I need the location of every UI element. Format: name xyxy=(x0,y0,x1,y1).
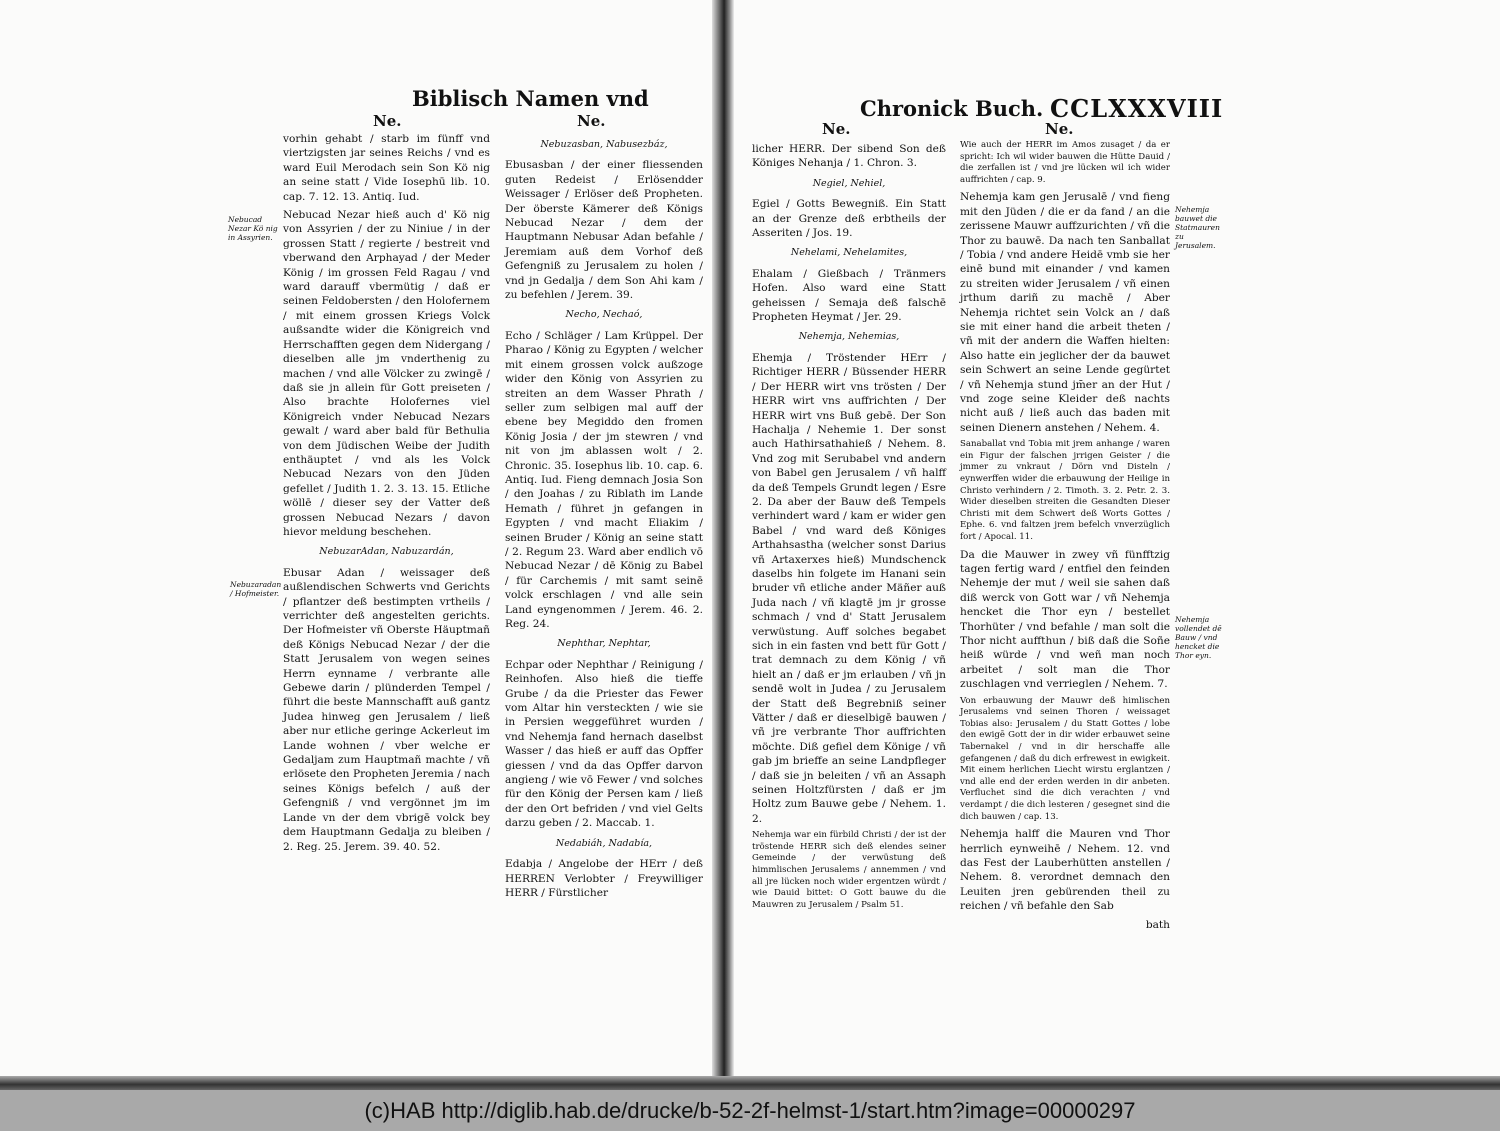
page-bottom-edge xyxy=(0,1076,1500,1090)
entry-nebucadnezar: Nebucad Nezar hieß auch d' Kö nig von Assyrien / der zu Niniue / in der grossen Statt / regierte / bestreit vnd vberwand den Arphayad / der Meder König / im grossen Feld Ragau / vnd ward darauff vbermütig / daß er seinen Feldobersten / den Holofernem / mit einem grossen Kriegs Volck außsandte wider die Königreich vnd Herrschafften gegen dem Nidergang / dieselben alle jm vnderthenig zu machen / vnd alle Völcker zu zwingē / daß sie jn allein für Gott preiseten / Also brachte Holofernes viel Königreich vnder Nebucad Nezars gewalt / ward aber bald für Bethulia von dem Jüdischen Weibe der Judith enthäuptet / vnd als les Volck Nebucad Nezars von den Jüden gefellet / Judith 1. 2. 3. 13. 15. Etliche wöllē / dieser sey der Vatter deß grossen Nebucad Nezars / davon hievor meldung beschehen. xyxy=(283,209,490,538)
left-running-head: Biblisch Namen vnd xyxy=(412,86,649,111)
column-4 xyxy=(960,140,1170,932)
entry-nebuzaradan: Ebusar Adan / weissager deß außlendischen Schwerts vnd Gerichts / pflantzer deß bestimpten vrtheils / verrichter deß angestelten gerichts. Der Hofmeister vñ Oberste Häuptmañ deß Königs Nebucad Nezar / der die Statt Jerusalem von wegen seines Herrn eynname / verbrante alle Gebewe darin / plünderden Tempel / führt die beste Mannschafft auß gantz Judea hinweg gen Jerusalem / ließ aber nur etliche geringe Ackerleut im Lande wohnen / vber welche er Gedaljam zum Hauptmañ machte / vñ erlösete den Propheten Jeremia / nach seines Königs befelch / auß der Gefengniß / vnd vergönnet jm im Lande vn der dem vbrigē volck bey dem Hauptmann Gedalja zu bleiben / 2. Reg. 25. Jerem. 39. 40. 52. xyxy=(283,566,490,853)
footer-credit: (c)HAB http://diglib.hab.de/drucke/b-52-2f-helmst-1/start.htm?image=00000297 xyxy=(364,1097,1136,1123)
entry-text: vorhin gehabt / starb im fünff vnd viertzigsten jar seines Reichs / vnd es ward Euil Merodach sein Son Kö nig an seine statt / Vide Iosephū lib. 10. cap. 7. 12. 13. Antiq. Iud. xyxy=(283,133,490,203)
entry-heading: Nehemja, Nehemias, xyxy=(798,331,900,343)
entry-note: Sanaballat vnd Tobia mit jrem anhange / waren ein Figur der falschen jrrigen Geister / die jmmer zu vnkraut / Dörn vnd Disteln / eynwerffen wider die erbauwung der Heilige in Christo verhindern / 2. Timoth. 3. 2. Petr. 2. 3. Wider dieselben streiten die Gesandten Dieser Christi mit dem Schwert deß Worts Gottes / Ephe. 6. vnd faltzen jrem befelch vnverzüglich fort / Apocal. 11. xyxy=(960,439,1170,543)
entry-heading: Negiel, Nehiel, xyxy=(812,177,886,189)
right-running-head: Chronick Buch. xyxy=(860,96,1044,121)
entry-heading: NebuzarAdan, Nabuzardán, xyxy=(319,546,454,558)
entry-text: Nehemja halff die Mauren vnd Thor herrlich eynweihē / Nehem. 12. vnd das Fest der Lauberhütten anstellen / Nehem. 8. verordnet demnach den Leuiten jren gebürenden theil zu reichen / vñ befahle den Sab xyxy=(960,828,1170,913)
column-head-3: Ne. xyxy=(822,120,851,138)
entry-nedabja: Edabja / Angelobe der HErr / deß HERREN Verlobter / Freywilliger HERR / Fürstlicher xyxy=(505,858,703,899)
entry-heading: Necho, Nechaó, xyxy=(565,309,643,321)
marginal-note: Nebuzaradan / Hofmeister. xyxy=(230,580,282,598)
folio-number: CCLXXXVIII xyxy=(1050,94,1224,123)
marginal-note: Nehemja vollendet dē Bauw / vnd hencket die Thor eyn. xyxy=(1175,615,1222,660)
marginal-note: Nehemja bauwet die Statmauren zu Jerusalem. xyxy=(1175,205,1220,250)
entry-heading: Nedabiáh, Nadabía, xyxy=(555,837,653,849)
entry-heading: Nephthar, Nephtar, xyxy=(557,638,651,650)
entry-note: Nehemja war ein fürbild Christi / der ist der tröstende HERR sich deß elendes seiner Gemeinde / der verwüstung deß himmlischen Jerusalems / annemmen / vnd all jre lücken noch wider ergentzen würdt / wie Dauid bittet: O Gott bauwe du die Mauwren zu Jerusalem / Psalm 51. xyxy=(752,830,946,910)
entry-text: licher HERR. Der sibend Son deß Königes Nehanja / 1. Chron. 3. xyxy=(752,143,946,170)
entry-text: Da die Mauwer in zwey vñ fünfftzig tagen fertig ward / entfiel den feinden Nehemje der mut / weil sie sahen daß diß werck von Gott war / vñ Nehemja hencket die Thor eyn / bestellet Thorhüter / vnd befahle / man solt die Thor nicht auffthun / biß daß die Soñe heiß würde / vnd weñ man noch arbeitet / solt man die Thor zuschlagen vnd verrieglen / Nehem. 7. xyxy=(960,548,1170,691)
entry-necho: Echo / Schläger / Lam Krüppel. Der Pharao / König zu Egypten / welcher mit einem grossen volck außzoge wider den König von Assyrien zu streiten an dem Wasser Phrath / seller zum selbigen mal auff der ebene bey Megiddo den fromen König Josia / der jm stewren / vnd nit von jm ablassen wolt / 2. Chronic. 35. Iosephus lib. 10. cap. 6. Antiq. Iud. Fieng demnach Josia Son / den Joahas / zu Riblath im Lande Hemath / führet jn gefangen in Egypten / vnd macht Eliakim / seinen Bruder / König an seine statt / 2. Regum 23. Ward aber endlich vō Nebucad Nezar / dē König zu Babel / für Carchemis / mit samt seinē volck erschlagen / vnd alle sein Land eyngenommen / Jerem. 46. 2. Reg. 24. xyxy=(505,329,703,630)
column-head-4: Ne. xyxy=(1045,120,1074,138)
entry-nehelami: Ehalam / Gießbach / Tränmers Hofen. Also ward eine Statt geheissen / Semaja deß falschē Propheten Heymat / Jer. 29. xyxy=(752,267,946,324)
book-gutter xyxy=(712,0,734,1090)
entry-nebuzasban: Ebusasban / der einer fliessenden guten Redeist / Erlösendder Weissager / Erlöser deß Propheten. Der öberste Kämerer deß Königs Nebucad Nezar / dem der Hauptmann Nebusar Adan befahle / Jeremiam auß dem Vorhof deß Gefengniß zu Jerusalem zu holen / vnd jn Gedalja / dem Son Ahi kam / zu befehlen / Jerem. 39. xyxy=(505,159,703,302)
entry-negiel: Egiel / Gotts Bewegniß. Ein Statt an der Grenze deß erbtheils der Asseriten / Jos. 19. xyxy=(752,198,946,240)
entry-note: Wie auch der HERR im Amos zusaget / da er spricht: Ich wil wider bauwen die Hütte Dauid / die zerfallen ist / vnd jre lücken wil ich wider auffrichten / cap. 9. xyxy=(960,140,1170,185)
column-head-1: Ne. xyxy=(373,112,402,130)
marginal-note: Nebucad Nezar Kö nig in Assyrien. xyxy=(228,215,278,242)
column-3 xyxy=(752,142,946,915)
entry-heading: Nebuzasban, Nabusezbáz, xyxy=(540,139,668,150)
column-head-2: Ne. xyxy=(577,112,606,130)
entry-note: Von erbauwung der Mauwr deß himlischen Jerusalems vnd seinen Thoren / weissaget Tobias also: Jerusalem / du Statt Gottes / lobe den ewigē Gott der in dir wider erbauwet seine Tabernakel / vnd in dir herschaffe alle gefangenen / daß du dich erfrewest in ewigkeit. Mit einem herlichen Liecht wirstu erglantzen / vnd alle end der erden werden in dir anbeten. Verfluchet sind die dich verachten / vnd verdampt / die dich lesteren / gesegnet sind die dich bauwen / cap. 13. xyxy=(960,695,1170,822)
entry-text: Nehemja kam gen Jerusalē / vnd fieng mit den Jüden / die er da fand / an die zerissene Mauwr auffzurichten / vñ die Thor zu bauwē. Da nach ten Sanballat / Tobia / vnd andere Heidē vmb sie her einē bund mit einander / vnd kamen zu streiten wider Jerusalem / vñ einen jrthum dariñ zu machē / Aber Nehemja richtet sein Volck an / daß sie mit einer hand die arbeit theten / vñ mit der andern die Waffen hielten: Also hatte ein jeglicher der da bauwet sein Schwert an seine Lende gegürtet / vñ Nehemja stund jm̄er an der Hut / vnd zoge seine Kleider deß nachts nicht auß / ließ auch das baden mit seinen Dienern anstehen / Nehem. 4. xyxy=(960,191,1170,434)
column-2 xyxy=(505,132,703,904)
catchword: bath xyxy=(1145,918,1170,931)
entry-nephthar: Echpar oder Nephthar / Reinigung / Reinhofen. Also hieß die tieffe Grube / da die Priester das Fewer vom Altar hin versteckten / wie sie in Persien weggeführet wurden / vnd Nehemja fand hernach daselbst Wasser / das hieß er auff das Opffer giessen / vnd da das Opffer darvon angieng / wie vō Fewer / vnd solches für den König der Persen kam / ließ der den Ort befriden / vnd viel Gelts darzu geben / 2. Maccab. 1. xyxy=(505,658,703,830)
column-1 xyxy=(283,132,490,858)
entry-nehemja: Ehemja / Tröstender HErr / Richtiger HERR / Büssender HERR / Der HERR wirt vns trösten / Der HERR wirt vns auffrichten / Der HERR wirt vns Buß gebē. Der Son Hachalja / Nehemie 1. Der sonst auch Hathirsathahieß / Nehem. 8. Vnd zog mit Serubabel vnd andern von Babel gen Jerusalem / vñ halff da deß Tempels Grundt legen / Esre 2. Da aber der Bauw deß Tempels verhindert ward / kam er wider gen Babel / vnd ward deß Königes Arthahsastha (welcher sonst Darius vñ Artaxerxes hieß) Mundschenck daselbs hin folgete im Hanani sein bruder vñ etliche ander Mäñer auß Juda nach / vñ klagtē jm jr grosse schmach / vnd d' Statt Jerusalem verwüstung. Auff solches begabet sich in ein fasten vnd bett für Gott / trat demnach zu dem König / vñ hielt an / daß er jm erlauben / vñ jn sendē wolt in Judea / zu Jerusalem der Statt deß Begrebniß seiner Vätter / daß er dieselbigē bauwen / vñ jre verbrante Thor auffrichten möchte. Diß gefiel dem Könige / vñ gab jm brieffe an seine Landpfleger / daß sie jn beleiten / vñ an Assaph seinen Holtzfürsten / daß er jm Holtz zum Bauwe gebe / Nehem. 1. 2. xyxy=(752,351,946,825)
entry-heading: Nehelami, Nehelamites, xyxy=(790,247,908,259)
copyright-footer xyxy=(0,1090,1500,1131)
